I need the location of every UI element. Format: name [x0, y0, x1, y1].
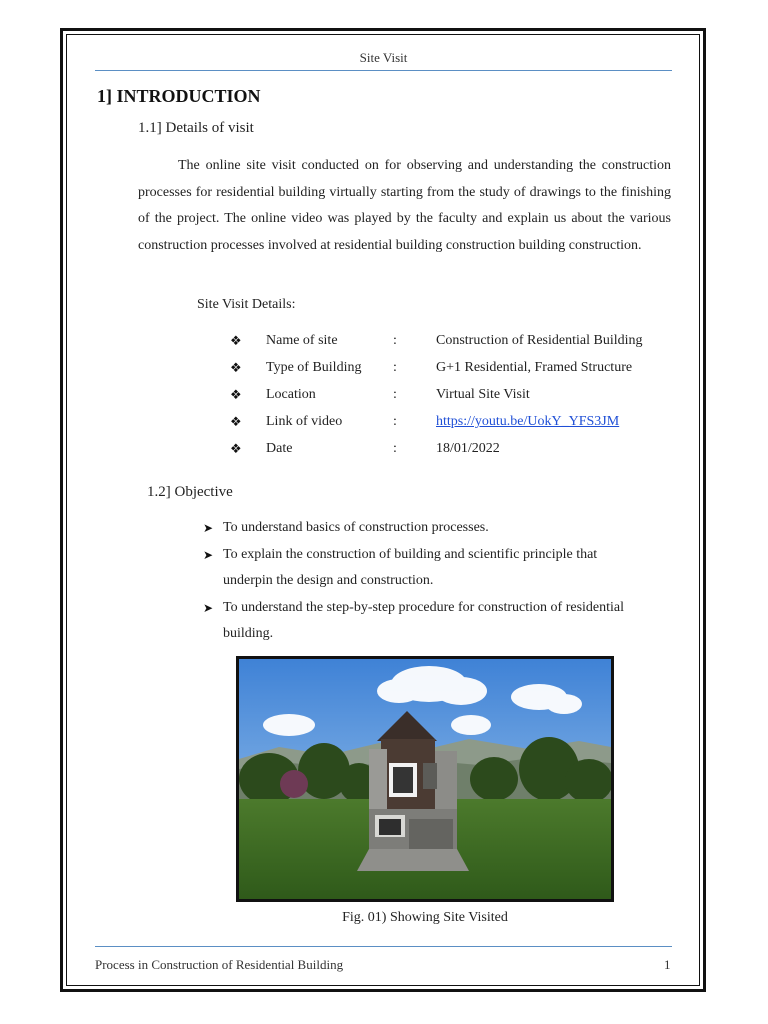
header-divider — [95, 70, 672, 71]
list-item — [203, 515, 643, 542]
detail-colon: : — [393, 414, 397, 429]
detail-value: 18/01/2022 — [436, 441, 500, 456]
site-figure-image — [236, 656, 614, 902]
detail-value: Virtual Site Visit — [436, 387, 530, 402]
subsection-heading-details: 1.1] Details of visit — [138, 120, 254, 136]
objectives-list — [203, 515, 643, 648]
arrow-bullet-icon: ➤ — [203, 600, 214, 615]
diamond-bullet-icon: ❖ — [230, 414, 242, 429]
diamond-bullet-icon: ❖ — [230, 387, 242, 402]
detail-value: G+1 Residential, Framed Structure — [436, 360, 633, 375]
intro-paragraph-text: The online site visit conducted on for observing and understanding the construction processes for residential building virtually starting from the study of drawings to the finishing of the project. The online video was played by the faculty and explain us about the various construction processes involved at residential building construction building construction. — [138, 158, 671, 253]
detail-label: Link of video — [266, 414, 343, 429]
figure-caption: Fig. 01) Showing Site Visited — [342, 910, 508, 925]
diamond-bullet-icon: ❖ — [230, 441, 242, 456]
detail-label: Type of Building — [266, 360, 362, 375]
detail-label: Name of site — [266, 333, 338, 348]
list-item — [203, 542, 643, 595]
footer-divider — [95, 946, 672, 947]
footer-title: Process in Construction of Residential Building — [95, 957, 344, 972]
subsection-heading-objective: 1.2] Objective — [147, 484, 233, 500]
arrow-bullet-icon: ➤ — [203, 547, 214, 562]
detail-label: Location — [266, 387, 316, 402]
detail-value: Construction of Residential Building — [436, 333, 643, 348]
objective-text: To understand the step-by-step procedure for construction of residential building. — [223, 599, 625, 641]
detail-colon: : — [393, 441, 397, 456]
video-link[interactable]: https://youtu.be/UokY_YFS3JM — [436, 414, 620, 429]
site-visit-details-title: Site Visit Details: — [197, 297, 296, 312]
arrow-bullet-icon: ➤ — [203, 521, 214, 535]
objective-text: To explain the construction of building and scientific principle that underpin the design and construction. — [223, 546, 598, 588]
objective-text: To understand basics of construction processes. — [223, 520, 489, 535]
list-item — [203, 595, 643, 648]
detail-colon: : — [393, 333, 397, 348]
section-heading-introduction: 1] INTRODUCTION — [97, 86, 261, 106]
intro-paragraph — [138, 153, 671, 259]
diamond-bullet-icon: ❖ — [230, 360, 242, 375]
diamond-bullet-icon: ❖ — [230, 333, 242, 348]
page-header: Site Visit — [359, 50, 408, 65]
detail-colon: : — [393, 360, 397, 375]
detail-colon: : — [393, 387, 397, 402]
detail-label: Date — [266, 441, 293, 456]
page-number: 1 — [664, 957, 671, 972]
